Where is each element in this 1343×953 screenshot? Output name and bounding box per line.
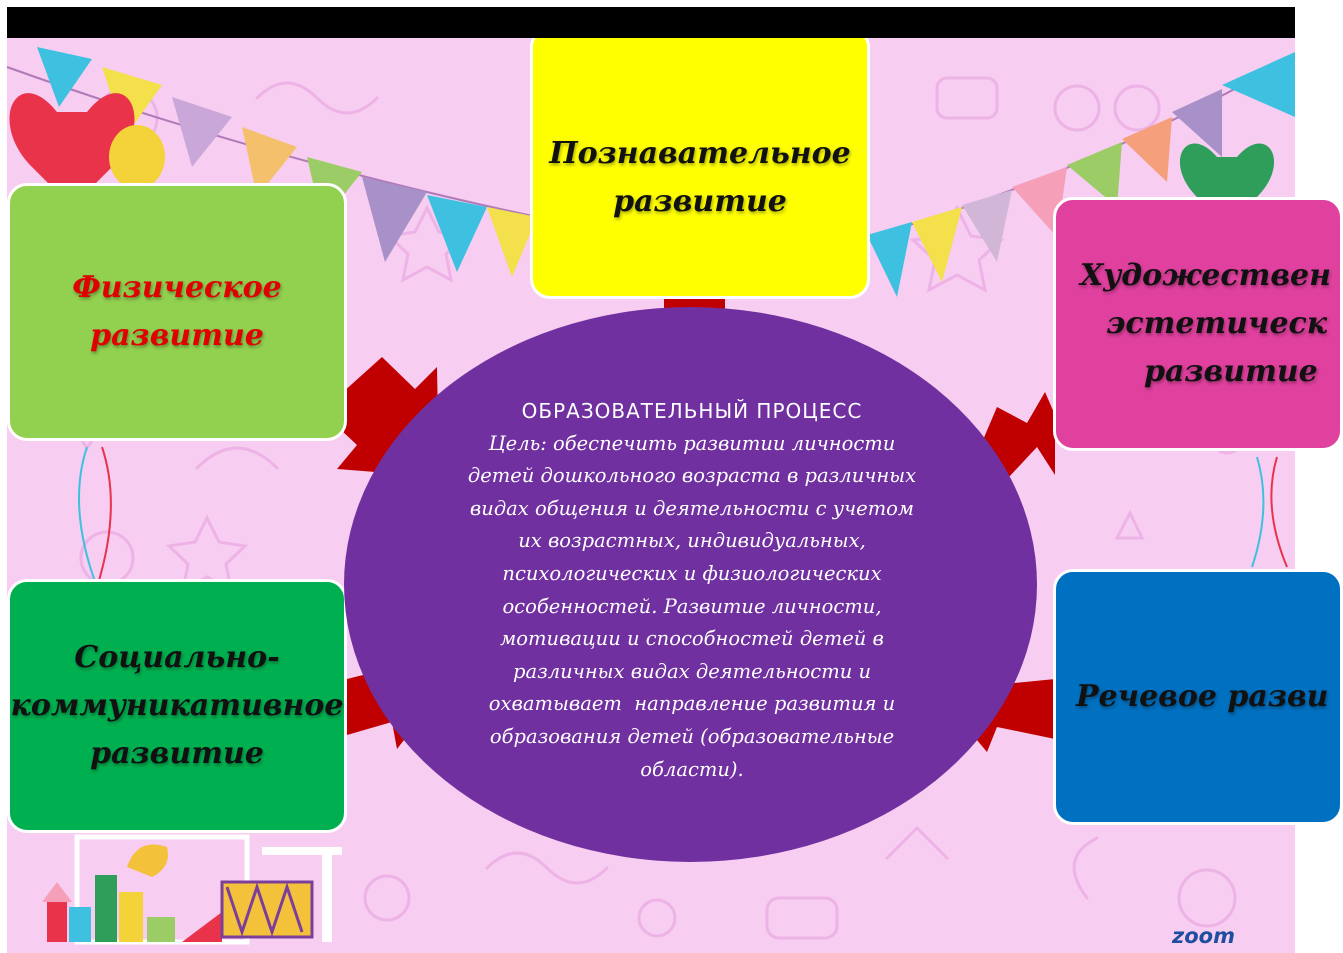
center-line-11: области). [640,757,744,781]
center-heading: ОБРАЗОВАТЕЛЬНЫЙ ПРОЦЕСС [521,399,863,423]
center-line-2: детей дошкольного возраста в различных [467,464,917,488]
zoom-logo: zoom [1172,924,1235,948]
area-social-box [7,579,347,833]
area-social-line-2: коммуникативное [10,688,344,723]
center-line-7: мотивации и способностей детей в [500,627,884,651]
area-speech-line-1: Речевое разви [1076,679,1329,714]
center-line-8: различных видах деятельности и [512,659,872,683]
area-cognitive-box [530,27,870,299]
area-artistic-box [1053,197,1343,451]
area-speech-box [1053,569,1343,825]
area-physical-box [7,183,347,441]
area-artistic-line-1: Художествен [1080,258,1332,293]
center-line-4: их возрастных, индивидуальных, [518,529,866,553]
area-social-line-1: Социально- [74,640,280,675]
center-line-3: видах общения и деятельности с учетом [469,496,915,520]
top-bar [7,7,1295,38]
area-physical-line-2: развитие [90,318,264,353]
center-line-10: образования детей (образовательные [489,724,895,748]
slide [7,7,1332,953]
area-cognitive-line-1: Познавательное [549,136,851,171]
area-artistic-line-3: развитие [1144,354,1318,389]
area-social-line-3: развитие [90,736,264,771]
area-cognitive-line-2: развитие [613,184,787,219]
area-artistic-line-2: эстетическ [1106,306,1328,341]
center-line-5: психологических и физиологических [502,561,882,585]
center-text [447,395,937,786]
area-physical-line-1: Физическое [72,270,282,305]
center-line-1: Цель: обеспечить развитии личности [488,431,896,455]
center-line-6: особенностей. Развитие личности, [502,594,882,618]
center-line-9: охватывает направление развития и [488,692,896,716]
